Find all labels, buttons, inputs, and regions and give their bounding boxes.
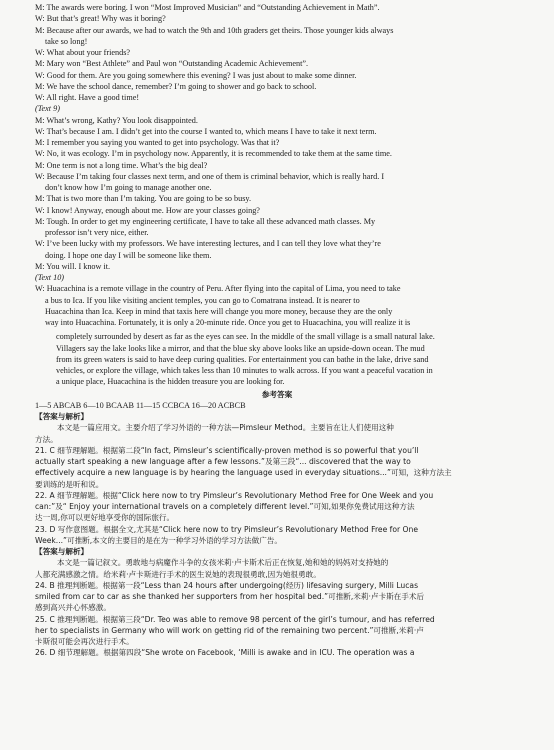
transcript-line: M: What’s wrong, Kathy? You look disappointed. <box>35 115 198 125</box>
transcript-line: W: Because I’m taking four classes next term, and one of them is criminal behavior, which is really hard. I <box>35 171 385 181</box>
analysis-line: 方法。 <box>35 434 58 444</box>
transcript-line: W: I know! Anyway, enough about me. How are your classes going? <box>35 205 260 215</box>
analysis-line: 人都充满感激之情。给米莉·卢卡斯进行手术的医生说她的表现很勇敢,因为她很勇敢。 <box>35 569 321 579</box>
text10-continuation <box>0 331 554 387</box>
analysis-line: smiled from car to car as she thanked her supporters from her hospital bed.”可推断,米莉·卢卡斯在手术后 <box>35 592 425 601</box>
analysis-line: 【答案与解析】 <box>35 547 89 556</box>
text10-line: a unique place, Huacachina is the hidden treasure you are looking for. <box>56 377 285 387</box>
analysis-line: 22. A 细节理解题。根据“Click here now to try Pimsleur’s Revolutionary Method Free for One Week and you <box>35 490 434 500</box>
analysis-line: Week...”可推断,本文的主要目的是在为一种学习外语的学习方法做广告。 <box>35 535 283 545</box>
transcript-line: M: Mary won “Best Athlete” and Paul won “Outstanding Academic Achievement”. <box>35 59 309 69</box>
transcript-line: doing. I hope one day I will be someone like them. <box>45 250 212 260</box>
analysis-line: 达一周,你可以更好地享受你的国际旅行。 <box>35 513 175 523</box>
listening-transcript <box>0 2 554 328</box>
transcript-line: professor isn’t very nice, either. <box>45 228 149 237</box>
analysis-line: can:”及“ Enjoy your international travels on a completely different level.”可知,如果你免费试用这种方法 <box>35 502 415 511</box>
transcript-line: M: The awards were boring. I won “Most Improved Musician” and “Outstanding Achievement in Math”. <box>35 3 380 12</box>
text10-line: from its green waters is said to have deep curing qualities. For entertainment you can bathe in the lake, drive sand <box>56 354 429 364</box>
analysis-line: actually start speaking a new language after a few lessons.”及第三段“... discovered that the way to <box>35 457 411 466</box>
transcript-line: M: I remember you saying you wanted to get into psychology. Was that it? <box>35 138 280 147</box>
answers-line: 1—5 ABCAB 6—10 BCAAB 11—15 CCBCA 16—20 ACBCB <box>35 400 246 410</box>
analysis-line: 25. C 推理判断题。根据第三段“Dr. Teo was able to remove 98 percent of the girl’s tumour, and has referred <box>35 614 435 624</box>
transcript-line: W: But that’s great! Why was it boring? <box>35 14 166 24</box>
analysis-line: 26. D 细节理解题。根据第四段“She wrote on Facebook, ‘Milli is awake and in ICU. The operation was a <box>35 648 415 658</box>
analysis-line: effectively acquire a new language is by hearing the language used in everyday situations...”可知，这种方法主 <box>35 468 452 478</box>
analysis-line: 本文是一篇记叙文。勇敢地与病魔作斗争的女孩米莉·卢卡斯术后正在恢复,她和她的妈妈对支持她的 <box>57 558 389 568</box>
analysis-line: 23. D 写作意图题。根据全文,尤其是“Click here now to try Pimsleur’s Revolutionary Method Free for One <box>35 524 418 534</box>
transcript-line: W: What about your friends? <box>35 48 131 57</box>
transcript-line: W: Huacachina is a remote village in the country of Peru. After flying into the capital of Lima, you need to take <box>35 284 401 294</box>
text10-line: Villagers say the lake looks like a mirror, and that the blue sky above looks like an upside-down ocean. The mud <box>56 343 425 353</box>
analysis-line: 卡斯很可能会再次进行手术。 <box>35 637 134 646</box>
analysis-line: 要训练的是听和说。 <box>35 479 104 489</box>
transcript-line: W: That’s because I am. I didn’t get into the course I wanted to, which means I have to take it next term. <box>35 126 377 136</box>
transcript-line: (Text 9) <box>35 104 60 114</box>
transcript-line: way into Huacachina. Fortunately, it is only a 20-minute ride. Once you get to Huacachina, you will realize it is <box>45 318 411 327</box>
text10-line: completely surrounded by desert as far as the eyes can see. In the middle of the small village is a small natural lake. <box>56 332 435 342</box>
analysis-section <box>0 411 554 659</box>
transcript-line: Huacachina than Ica. Keep in mind that taxis here will change you more money, because they are the only <box>45 306 393 316</box>
transcript-line: W: Good for them. Are you going somewhere this evening? I was just about to make some dinner. <box>35 70 357 80</box>
transcript-line: don’t know how I’m going to manage another one. <box>45 183 212 192</box>
analysis-line: 【答案与解析】 <box>35 412 89 421</box>
text10-line: vehicles, or explore the village, which takes less than 10 minutes to walk across. If you want a peaceful vacation in <box>56 366 433 375</box>
transcript-line: W: I’ve been lucky with my professors. We have interesting lectures, and I can tell they love what they’re <box>35 239 381 249</box>
transcript-line: M: You will. I know it. <box>35 261 111 271</box>
analysis-line: 21. C 细节理解题。根据第二段“In fact, Pimsleur’s scientifically-proven method is so powerful that you’ll <box>35 445 419 455</box>
transcript-line: (Text 10) <box>35 273 65 282</box>
transcript-line: W: No, it was ecology. I’m in psychology now. Apparently, it is recommended to take them at the same time. <box>35 149 392 159</box>
analysis-line: 感到高兴并心怀感激。 <box>35 603 111 613</box>
transcript-line: M: One term is not a long time. What’s the big deal? <box>35 160 208 170</box>
transcript-line: M: Tough. In order to get my engineering certificate, I have to take all these advanced math classes. My <box>35 216 376 226</box>
transcript-line: M: That is two more than I’m taking. You are going to be so busy. <box>35 194 252 204</box>
transcript-line: a bus to Ica. If you like visiting ancient temples, you can go to Comatrana instead. It is nearer to <box>45 295 360 305</box>
transcript-line: M: We have the school dance, remember? I’m going to shower and go back to school. <box>35 81 317 91</box>
transcript-line: take so long! <box>45 36 88 46</box>
analysis-line: her to specialists in Germany who will work on getting rid of the remaining two percent.”可推断,米莉·卢 <box>35 625 424 635</box>
answers-title: 参考答案 <box>261 389 293 399</box>
analysis-line: 本文是一篇应用文。主要介绍了学习外语的一种方法—Pimsleur Method。主要旨在让人们使用这种 <box>57 423 394 433</box>
analysis-line: 24. B 推理判断题。根据第一段“Less than 24 hours after undergoing(经历) lifesaving surgery, Milli Lucas <box>35 580 419 590</box>
transcript-line: M: Because after our awards, we had to watch the 9th and 10th graders get theirs. Those younger kids always <box>35 25 394 35</box>
transcript-line: W: All right. Have a good time! <box>35 93 140 102</box>
